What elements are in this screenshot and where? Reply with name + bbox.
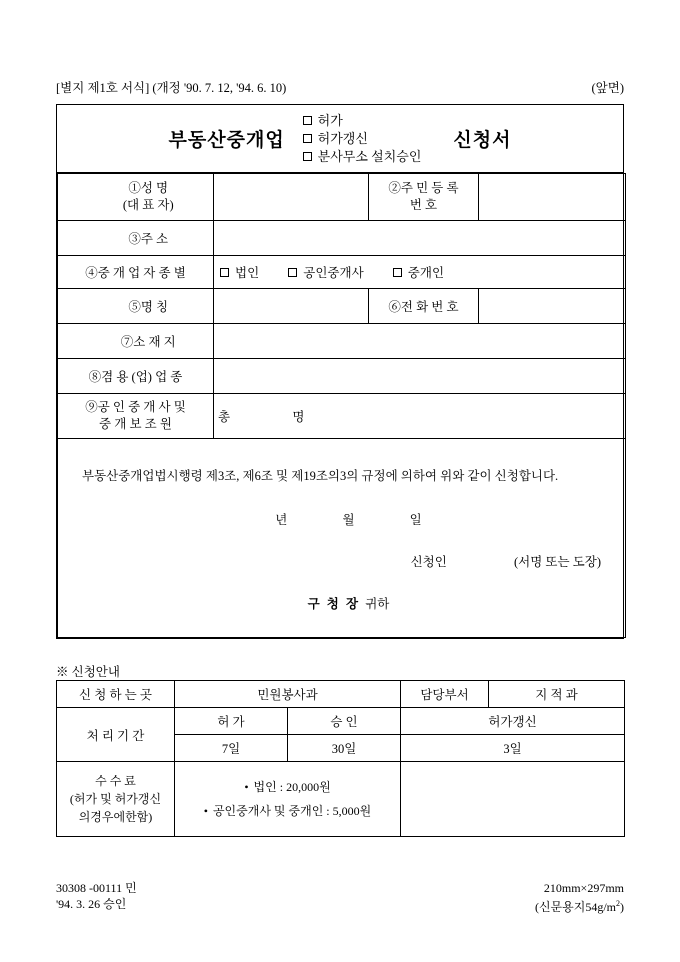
staff-label-line2: 중 개 보 조 원 bbox=[99, 417, 172, 431]
broker-type-option-label: 공인중개사 bbox=[303, 266, 364, 280]
checkbox-icon[interactable] bbox=[303, 116, 312, 125]
table-row bbox=[57, 708, 625, 735]
signature-note: (서명 또는 도장) bbox=[513, 555, 601, 569]
period-value-approval: 30일 bbox=[288, 735, 401, 762]
staff-count-cell[interactable] bbox=[214, 394, 626, 439]
name-value-field[interactable] bbox=[214, 174, 369, 221]
name-sub-label: (대 표 자) bbox=[122, 198, 174, 212]
resident-number-label-line1: ②주 민 등 록 bbox=[388, 181, 459, 195]
fee-label-line2: (허가 및 허가갱신 bbox=[69, 792, 162, 806]
department-label: 담당부서 bbox=[401, 681, 489, 708]
bullet-icon: • bbox=[244, 780, 249, 794]
guide-section-title: ※ 신청안내 bbox=[56, 665, 120, 679]
side-business-value-field[interactable] bbox=[214, 359, 626, 394]
table-row bbox=[58, 289, 626, 324]
application-form-box bbox=[56, 104, 624, 639]
fee-item-text: 법인 : 20,000원 bbox=[253, 780, 331, 794]
checkbox-icon[interactable] bbox=[303, 152, 312, 161]
resident-number-value-field[interactable] bbox=[479, 174, 626, 221]
applicant-label: 신청인 bbox=[410, 555, 447, 569]
guide-section bbox=[56, 680, 624, 837]
application-type-label: 허가 bbox=[317, 112, 343, 128]
application-type-checklist bbox=[303, 112, 422, 166]
broker-type-option[interactable] bbox=[220, 263, 259, 281]
phone-label: ⑥전 화 번 호 bbox=[369, 289, 479, 324]
application-place-label: 신 청 하 는 곳 bbox=[57, 681, 175, 708]
footer-approval-date: '94. 3. 26 승인 bbox=[56, 897, 127, 911]
table-row bbox=[58, 359, 626, 394]
name-label-cell bbox=[84, 174, 214, 221]
application-type-label: 분사무소 설치승인 bbox=[317, 148, 422, 164]
bullet-icon: • bbox=[203, 804, 208, 818]
address-label: ③주 소 bbox=[84, 221, 214, 256]
processing-period-label: 처 리 기 간 bbox=[57, 708, 175, 762]
date-month-label: 월 bbox=[342, 513, 355, 527]
header-note-line bbox=[56, 78, 624, 96]
page-side-note: (앞면) bbox=[591, 81, 624, 95]
form-title-main: 부동산중개업 bbox=[168, 130, 285, 151]
company-name-label: ⑤명 칭 bbox=[84, 289, 214, 324]
broker-type-option-label: 법인 bbox=[235, 266, 260, 280]
date-year-label: 년 bbox=[275, 513, 288, 527]
footer-paper-type-sup: 2 bbox=[616, 899, 620, 908]
broker-type-options-cell bbox=[214, 256, 626, 289]
footer-paper-type-pre: (신문용지54g/m bbox=[534, 900, 616, 914]
statement-block bbox=[58, 439, 625, 637]
fee-item bbox=[179, 799, 396, 823]
statement-cell bbox=[58, 439, 626, 638]
date-day-label: 일 bbox=[409, 513, 422, 527]
footer-paper-type-post: ) bbox=[620, 900, 624, 914]
statement-text: 부동산중개업법시행령 제3조, 제6조 및 제19조의3의 규정에 의하여 위와 같이 신청합니다. bbox=[82, 469, 559, 483]
address-value-field[interactable] bbox=[214, 221, 626, 256]
footer-right bbox=[535, 880, 624, 915]
table-row bbox=[58, 174, 626, 221]
form-title-suffix: 신청서 bbox=[453, 130, 512, 151]
broker-type-option[interactable] bbox=[288, 263, 363, 281]
period-column-approval: 승 인 bbox=[288, 708, 401, 735]
form-title-row bbox=[57, 105, 623, 173]
recipient-label: 구 청 장 bbox=[307, 597, 361, 611]
application-type-option[interactable] bbox=[303, 130, 422, 148]
company-name-value-field[interactable] bbox=[214, 289, 369, 324]
application-place-value: 민원봉사과 bbox=[175, 681, 401, 708]
staff-label-line1: ⑨공 인 중 개 사 및 bbox=[85, 400, 186, 414]
resident-number-label-cell bbox=[369, 174, 479, 221]
period-column-renewal: 허가갱신 bbox=[401, 708, 625, 735]
department-value: 지 적 과 bbox=[489, 681, 625, 708]
period-value-renewal: 3일 bbox=[401, 735, 625, 762]
broker-type-label: ④중 개 업 자 종 별 bbox=[58, 256, 214, 289]
checkbox-icon[interactable] bbox=[303, 134, 312, 143]
application-type-option[interactable] bbox=[303, 112, 422, 130]
footer-paper-type bbox=[535, 896, 624, 915]
table-row bbox=[58, 324, 626, 359]
phone-value-field[interactable] bbox=[479, 289, 626, 324]
fee-label-line1: 수 수 료 bbox=[95, 774, 136, 788]
row-spacer-cell bbox=[58, 324, 84, 359]
application-type-option[interactable] bbox=[303, 148, 422, 166]
table-row bbox=[58, 221, 626, 256]
fee-item bbox=[179, 775, 396, 799]
table-row bbox=[57, 762, 625, 837]
table-row bbox=[58, 256, 626, 289]
guide-table bbox=[56, 680, 625, 837]
fee-label-cell bbox=[57, 762, 175, 837]
row-spacer-cell bbox=[58, 289, 84, 324]
staff-count-unit: 명 bbox=[292, 410, 305, 424]
fee-label-line3: 의경우에한함) bbox=[78, 810, 153, 824]
side-business-label: ⑧겸 용 (업) 업 종 bbox=[58, 359, 214, 394]
location-label: ⑦소 재 지 bbox=[84, 324, 214, 359]
fee-empty-cell bbox=[401, 762, 625, 837]
signature-line bbox=[82, 547, 615, 577]
recipient-line bbox=[82, 589, 615, 619]
checkbox-icon[interactable] bbox=[393, 268, 402, 277]
footer-paper-size: 210mm×297mm bbox=[543, 881, 624, 895]
applicant-info-table bbox=[57, 173, 626, 638]
staff-count-prefix: 총 bbox=[218, 410, 231, 424]
row-spacer-cell bbox=[58, 221, 84, 256]
staff-label-cell bbox=[58, 394, 214, 439]
form-reference-note: [별지 제1호 서식] (개정 '90. 7. 12, '94. 6. 10) bbox=[56, 81, 287, 95]
footer-form-code: 30308 -00111 민 bbox=[56, 881, 137, 895]
checkbox-icon[interactable] bbox=[288, 268, 297, 277]
table-row bbox=[57, 681, 625, 708]
footer-left bbox=[56, 880, 137, 915]
broker-type-option-label: 중개인 bbox=[407, 266, 445, 280]
row-spacer-cell bbox=[58, 174, 84, 221]
application-type-label: 허가갱신 bbox=[317, 130, 368, 146]
fee-items-cell bbox=[175, 762, 401, 837]
resident-number-label-line2: 번 호 bbox=[409, 198, 438, 212]
location-value-field[interactable] bbox=[214, 324, 626, 359]
checkbox-icon[interactable] bbox=[220, 268, 229, 277]
period-column-permit: 허 가 bbox=[175, 708, 288, 735]
table-row bbox=[58, 439, 626, 638]
document-footer bbox=[56, 880, 624, 915]
name-label: ①성 명 bbox=[128, 181, 169, 195]
table-row bbox=[58, 394, 626, 439]
broker-type-option[interactable] bbox=[393, 263, 444, 281]
fee-item-text: 공인중개사 및 중개인 : 5,000원 bbox=[212, 804, 372, 818]
period-value-permit: 7일 bbox=[175, 735, 288, 762]
recipient-suffix: 귀하 bbox=[365, 597, 390, 611]
statement-date-line bbox=[82, 505, 615, 535]
